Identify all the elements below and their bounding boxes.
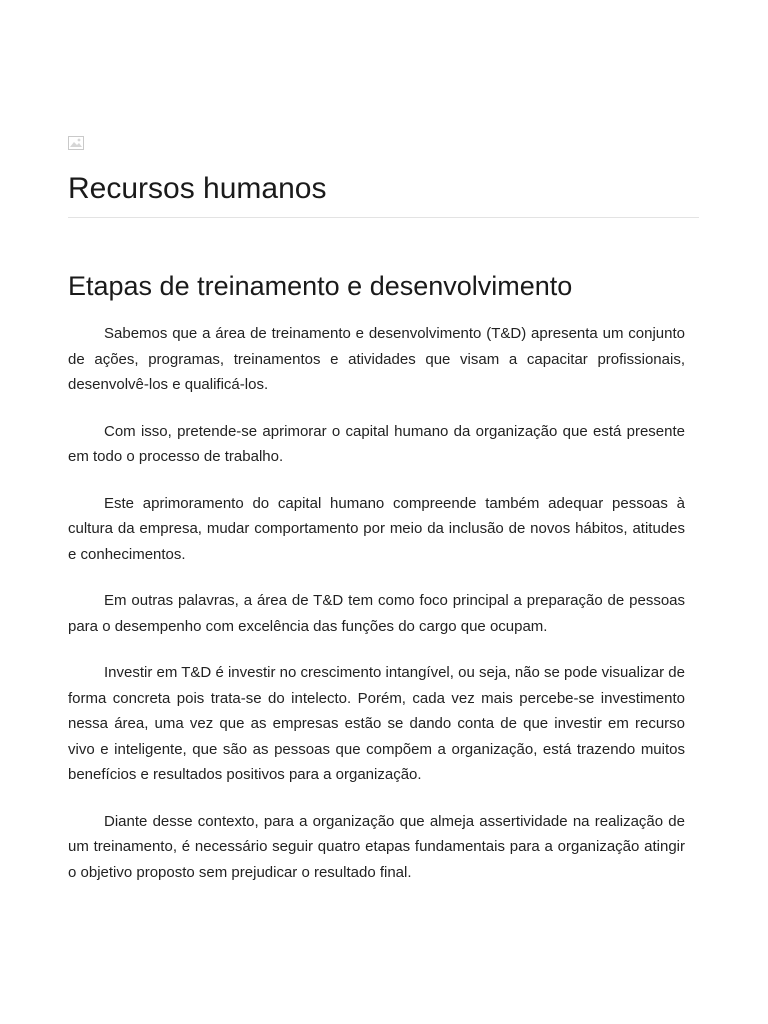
body-text bbox=[68, 321, 685, 906]
paragraph: Em outras palavras, a área de T&D tem como foco principal a preparação de pessoas para o desempenho com excelência das funções do cargo que ocupam. bbox=[68, 592, 685, 635]
paragraph: Investir em T&D é investir no crescimento intangível, ou seja, não se pode visualizar de forma concreta pois trata-se do intelecto. Porém, cada vez mais percebe-se investimento nessa área, uma vez que as empresas estão se dando conta de que investir em recurso vivo e inteligente, que são as pessoas que compõem a organização, está trazendo muitos benefícios e resultados positivos para a organização. bbox=[68, 664, 685, 783]
title-divider bbox=[68, 217, 699, 218]
paragraph: Com isso, pretende-se aprimorar o capital humano da organização que está presente em todo o processo de trabalho. bbox=[68, 422, 685, 465]
paragraph: Sabemos que a área de treinamento e desenvolvimento (T&D) apresenta um conjunto de ações, programas, treinamentos e atividades que visam a capacitar profissionais, desenvolvê-los e qualificá-los. bbox=[68, 325, 685, 393]
broken-image-icon bbox=[68, 136, 84, 150]
page-title: Recursos humanos bbox=[68, 172, 327, 205]
paragraph: Diante desse contexto, para a organização que almeja assertividade na realização de um treinamento, é necessário seguir quatro etapas fundamentais para a organização atingir o objetivo proposto sem prejudicar o resultado final. bbox=[68, 812, 685, 881]
section-heading: Etapas de treinamento e desenvolvimento bbox=[68, 271, 573, 301]
paragraph: Este aprimoramento do capital humano compreende também adequar pessoas à cultura da empresa, mudar comportamento por meio da inclusão de novos hábitos, atitudes e conhecimentos. bbox=[68, 494, 685, 563]
